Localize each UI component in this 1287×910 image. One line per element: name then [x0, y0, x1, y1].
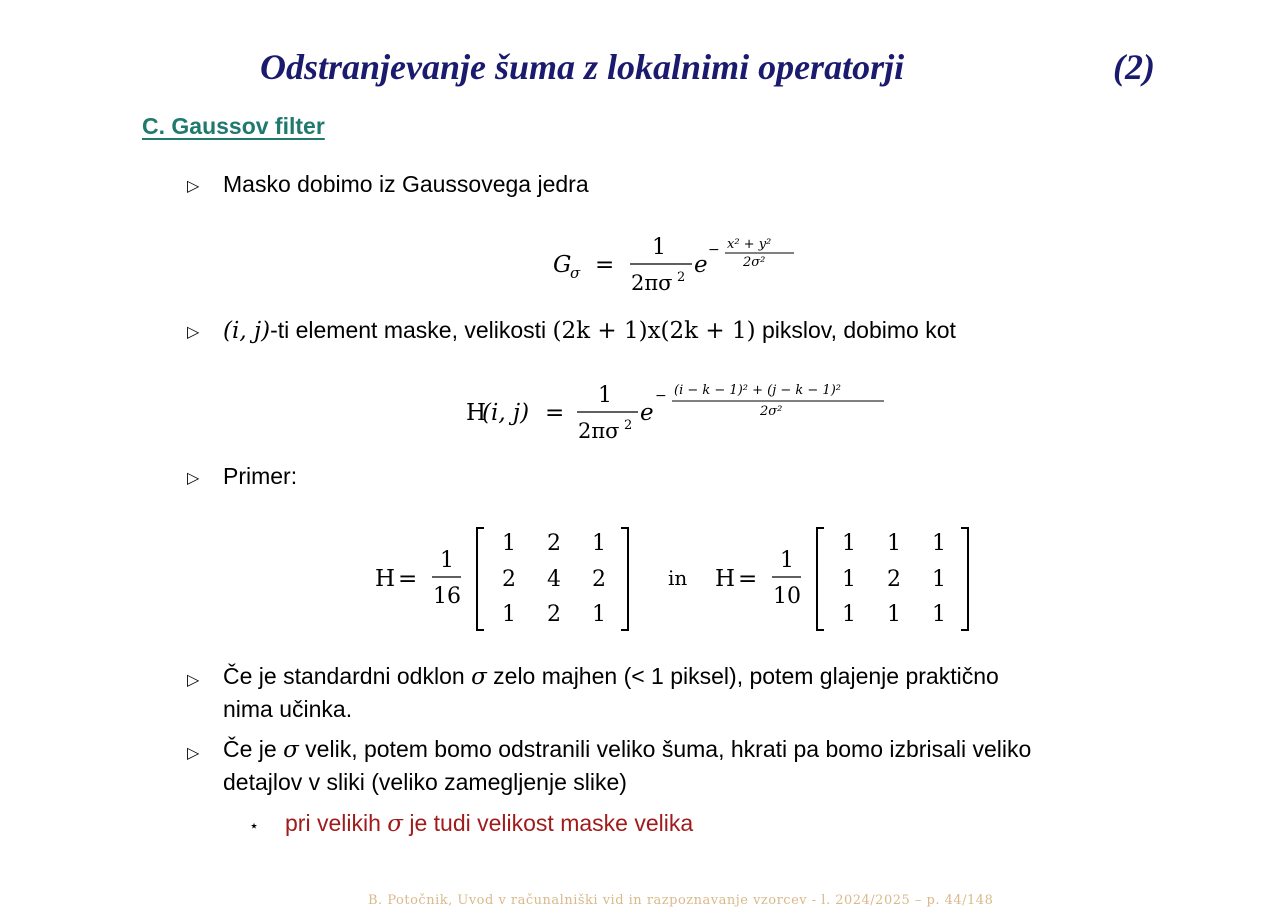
bullet-marker-3: ▷ [187, 470, 200, 487]
bullet-5-sigma: σ [283, 737, 299, 763]
matrix-2-cell: 1 [842, 567, 856, 592]
formula-h-args: (i, j) [482, 400, 530, 426]
bullet-5-text [223, 733, 1031, 798]
matrix-1-h: H [375, 566, 396, 592]
matrix-1-num: 1 [440, 548, 454, 573]
matrix-2-cell: 1 [932, 531, 946, 556]
bullet-2-suffix: pikslov, dobimo kot [755, 317, 956, 343]
sub-bullet-part-a: pri velikih [285, 810, 388, 836]
matrix-1-cell: 2 [547, 531, 561, 556]
matrix-2-cell: 1 [842, 531, 856, 556]
formula-denom: 2πσ [631, 271, 673, 295]
bullet-5-part-a: Če je [223, 736, 284, 762]
formula-h-e: e [640, 400, 654, 426]
matrix-1-cell: 1 [592, 602, 606, 627]
formula-h-exp-num: (i − k − 1)² + (j − k − 1)² [674, 383, 841, 398]
bullet-marker-4: ▷ [187, 672, 200, 689]
bullet-4-part-a: Če je standardni odklon [223, 663, 472, 689]
formula-e: e [694, 252, 708, 278]
matrix-2-cell: 2 [887, 567, 901, 592]
star-marker: ⋆ [249, 818, 260, 835]
formula-g: G [553, 252, 572, 278]
bullet-5-line-1 [223, 733, 1031, 766]
matrix-1-cell: 4 [547, 567, 561, 592]
bullet-4-sigma: σ [471, 664, 487, 690]
slide-title [0, 46, 1287, 96]
sub-bullet-sigma: σ [387, 811, 403, 837]
matrix-2-right-bracket [961, 528, 968, 630]
matrix-1-cell: 2 [547, 602, 561, 627]
matrix-1-den: 16 [433, 584, 461, 609]
matrix-2-cells [842, 531, 946, 627]
bullet-2-text [223, 314, 956, 347]
bullet-marker-2: ▷ [187, 324, 200, 341]
bullet-marker-5: ▷ [187, 745, 200, 762]
matrix-joiner: in [668, 566, 688, 590]
bullet-2-mid: -ti element maske, velikosti [270, 317, 553, 343]
matrix-1-cell: 1 [502, 531, 516, 556]
matrix-2-cell: 1 [887, 531, 901, 556]
sub-bullet-text [285, 810, 693, 837]
formula-exp-den: 2σ² [743, 255, 766, 270]
matrix-2-cell: 1 [932, 567, 946, 592]
bullet-1-text: Masko dobimo iz Gaussovega jedra [223, 171, 589, 197]
formula-num: 1 [652, 235, 666, 260]
matrix-1-eq: = [398, 566, 418, 592]
bullet-2-size: (2k + 1)x(2k + 1) [552, 318, 756, 344]
bullet-marker-1: ▷ [187, 178, 200, 195]
matrix-1-cell: 2 [502, 567, 516, 592]
example-matrices [0, 522, 1287, 642]
sub-bullet-part-b: je tudi velikost maske velika [402, 810, 694, 836]
mask-element-formula [0, 372, 1287, 452]
formula-h-minus: − [655, 388, 667, 404]
bullet-4-line-1 [223, 660, 999, 693]
formula-h-exp-den: 2σ² [760, 404, 783, 419]
matrix-2-h: H [715, 566, 736, 592]
matrix-2-cell: 1 [932, 602, 946, 627]
formula-h-denom: 2πσ [578, 419, 620, 443]
section-heading: C. Gaussov filter [142, 113, 325, 139]
formula-exp-num: x² + y² [727, 237, 772, 252]
matrix-1-cell: 1 [502, 602, 516, 627]
formula-h-eq: = [545, 400, 565, 426]
formula-eq: = [595, 252, 615, 278]
matrix-2-cell: 1 [887, 602, 901, 627]
matrix-1-cells [502, 531, 606, 627]
formula-minus: − [708, 242, 720, 258]
bullet-4-line-2: nima učinka. [223, 696, 353, 722]
bullet-5-part-b: velik, potem bomo odstranili veliko šuma, hkrati pa bomo izbrisali veliko [298, 736, 1032, 762]
matrix-1-cell: 1 [592, 531, 606, 556]
formula-h: H [466, 400, 487, 426]
matrix-2-den: 10 [773, 584, 801, 609]
matrix-2-eq: = [738, 566, 758, 592]
gaussian-kernel-formula [0, 228, 1287, 298]
footer: B. Potočnik, Uvod v računalniški vid in razpoznavanje vzorcev - l. 2024/2025 – p. 44/148 [368, 893, 994, 908]
formula-g-sub: σ [570, 264, 581, 282]
title-text: Odstranjevanje šuma z lokalnimi operatorji [260, 47, 905, 87]
matrix-2-cell: 1 [842, 602, 856, 627]
title-number: (2) [1113, 47, 1155, 87]
formula-h-num: 1 [598, 383, 612, 408]
matrix-2-left-bracket [817, 528, 824, 630]
matrix-2-num: 1 [780, 548, 794, 573]
bullet-4-text [223, 660, 999, 725]
formula-denom-sq: 2 [677, 270, 686, 285]
matrix-1-cell: 2 [592, 567, 606, 592]
matrix-1-left-bracket [477, 528, 484, 630]
bullet-3-text: Primer: [223, 463, 298, 489]
matrix-1-right-bracket [621, 528, 628, 630]
bullet-5-line-2: detajlov v sliki (veliko zamegljenje slike) [223, 769, 627, 795]
bullet-4-part-b: zelo majhen (< 1 piksel), potem glajenje praktično [486, 663, 999, 689]
bullet-2-index: (i, j) [223, 318, 271, 344]
formula-h-denom-sq: 2 [624, 418, 633, 433]
